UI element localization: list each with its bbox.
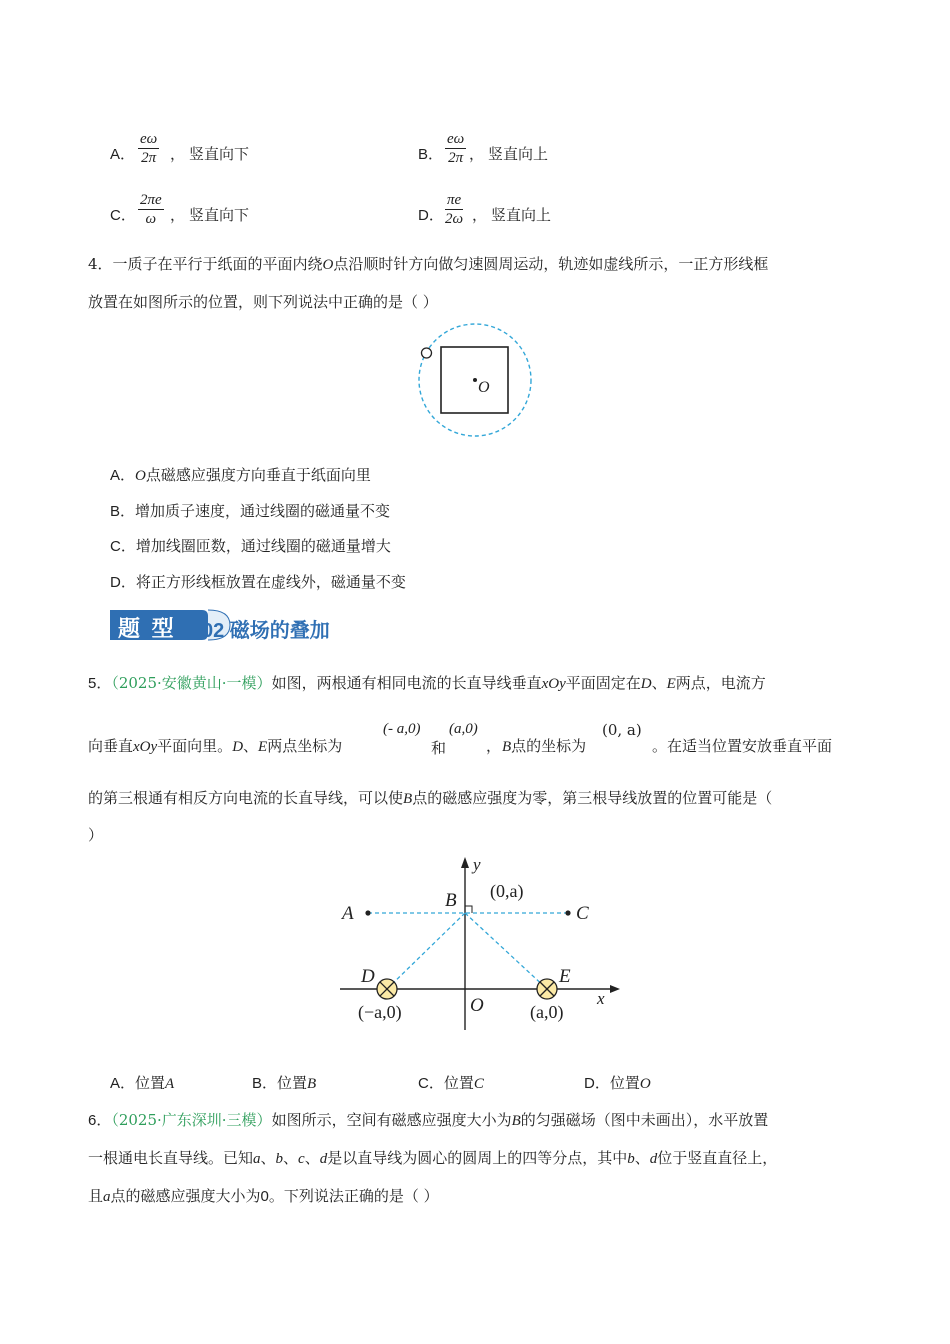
- q5-stem-line3: 的第三根通有相反方向电流的长直导线，可以使B点的磁感应强度为零，第三根导线放置的位置可能是（: [88, 789, 773, 807]
- option-letter: C．: [110, 207, 136, 224]
- x-axis-arrow: [610, 985, 620, 993]
- wire-e-into-page-icon: [537, 979, 557, 999]
- q6-source: （2025·广东深圳·三模）: [111, 1111, 272, 1129]
- coord-e: (a,0): [449, 721, 478, 737]
- q4-option-a: A．O点磁感应强度方向垂直于纸面向里: [110, 466, 371, 484]
- label-a: A: [342, 903, 354, 924]
- q4-option-d: D．将正方形线框放置在虚线外，磁通量不变: [110, 573, 406, 591]
- label-e-coord: (a,0): [530, 1002, 564, 1022]
- q4-stem-line2: 放置在如图所示的位置，则下列说法中正确的是（ ）: [88, 293, 438, 311]
- q4-stem-line1: 4．一质子在平行于纸面的平面内绕O点沿顺时针方向做匀速圆周运动，轨迹如虚线所示，一正方形线框: [88, 255, 769, 273]
- label-b-coord: (0,a): [490, 881, 524, 901]
- label-d-coord: (−a,0): [358, 1002, 402, 1022]
- label-d: D: [361, 966, 375, 987]
- label-e: E: [559, 966, 571, 987]
- q5-option-c: C．位置C: [418, 1074, 484, 1092]
- option-letter: A．: [110, 146, 136, 163]
- coord-d: (- a,0): [383, 721, 421, 737]
- q5-option-b: B．位置B: [252, 1074, 317, 1092]
- q4-figure: [410, 318, 540, 444]
- q5-stem-line4: ）: [88, 826, 104, 844]
- q4-option-c: C．增加线圈匝数，通过线圈的磁通量增大: [110, 537, 391, 555]
- q6-stem-line1: 6．（2025·广东深圳·三模）如图所示，空间有磁感应强度大小为B的匀强磁场（图中未画出），水平放置: [88, 1111, 769, 1129]
- point-c: [565, 910, 570, 915]
- q5-source: （2025·安徽黄山·一模）: [111, 674, 272, 692]
- proton-marker: [422, 348, 432, 358]
- fraction: $\frac{e\omega}{2\pi}$: [140, 131, 158, 166]
- wire-d-into-page-icon: [377, 979, 397, 999]
- label-o: O: [470, 995, 484, 1016]
- label-c: C: [576, 903, 589, 924]
- fraction: $\frac{\pi e}{2\omega}$: [445, 192, 464, 227]
- section-banner: [110, 606, 346, 644]
- q5-figure: [330, 852, 620, 1037]
- y-axis-arrow: [461, 857, 469, 868]
- center-label-o: O: [478, 379, 490, 396]
- section-badge: 题 型: [118, 616, 176, 642]
- label-x: x: [597, 989, 605, 1008]
- q5-option-d: D．位置O: [584, 1074, 651, 1092]
- option-letter: D．: [418, 207, 444, 224]
- q5-stem-line2: 向垂直xOy平面向里。D、E两点坐标为: [88, 737, 343, 755]
- q6-stem-line3: 且a点的磁感应强度大小为0。下列说法正确的是（ ）: [88, 1187, 439, 1205]
- q4-option-b: B．增加质子速度，通过线圈的磁通量不变: [110, 502, 391, 520]
- q5-option-a: A．位置A: [110, 1074, 175, 1092]
- option-letter: B．: [418, 146, 444, 163]
- q6-stem-line2: 一根通电长直导线。已知a、b、c、d是以直导线为圆心的圆周上的四等分点，其中b、d位于竖直直径上，: [88, 1149, 778, 1167]
- label-y: y: [473, 855, 481, 874]
- label-b: B: [445, 890, 457, 911]
- coord-b: (0, a): [602, 721, 642, 739]
- line2-b-label: B点的坐标为: [502, 737, 587, 755]
- fraction: $\frac{e\omega}{2\pi}$: [447, 131, 465, 166]
- point-a: [365, 910, 370, 915]
- center-point: [473, 378, 477, 382]
- fraction: $\frac{2\pi e}{\omega}$: [140, 192, 162, 227]
- q5-stem-line1: 5．（2025·安徽黄山·一模）如图，两根通有相同电流的长直导线垂直xOy平面固定在D、E两点，电流方: [88, 674, 766, 692]
- line2-comma: ，: [486, 737, 502, 755]
- section-title: 02 磁场的叠加: [202, 620, 330, 642]
